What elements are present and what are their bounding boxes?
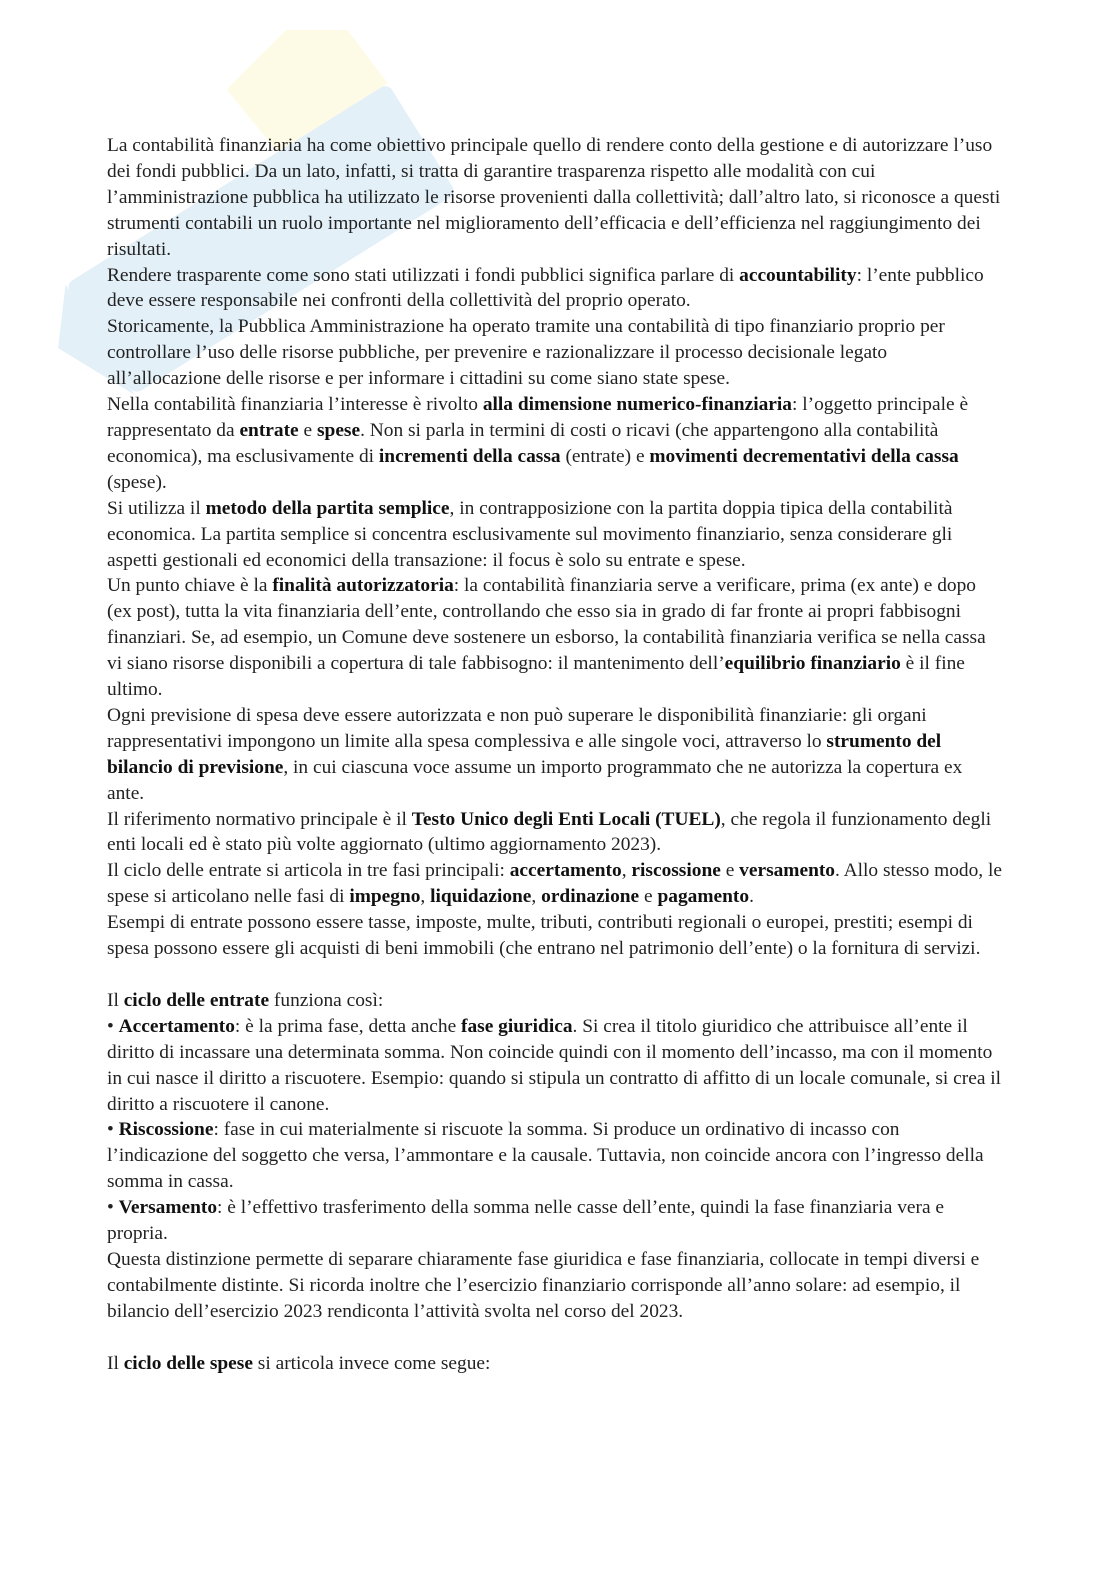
bold-term: Testo Unico degli Enti Locali (TUEL) (411, 808, 721, 830)
paragraph: Storicamente, la Pubblica Amministrazione ha operato tramite una contabilità di tipo finanziario proprio per controllare l’uso delle risorse pubbliche, per prevenire e razionalizzare il processo decisionale legato all’allocazione delle risorse e per informare i cittadini su come siano state spese. (107, 316, 945, 390)
bold-term: ciclo delle entrate (123, 989, 270, 1011)
bold-term: ciclo delle spese (123, 1352, 253, 1374)
paragraph: Ogni previsione di spesa deve essere autorizzata e non può superare le disponibilità finanziarie: gli organi rappresentativi impongono un limite alla spesa complessiva e alle singole voci, attraverso lo strumento del bilancio di previsione, in cui ciascuna voce assume un importo programmato che ne autorizza la copertura ex ante. (107, 704, 963, 804)
bold-term: pagamento (657, 886, 750, 908)
bold-term: Riscossione (118, 1119, 214, 1141)
bold-term: fase giuridica (461, 1015, 573, 1037)
bold-term: entrate (239, 419, 299, 441)
bold-term: accountability (739, 264, 857, 286)
document-page (107, 133, 1002, 1376)
section-heading-entrate: Il ciclo delle entrate funziona così: (107, 989, 384, 1011)
section-heading-spese: Il ciclo delle spese si articola invece come segue: (107, 1352, 491, 1374)
bold-term: strumento del bilancio di previsione (107, 730, 942, 778)
bold-term: ordinazione (541, 886, 640, 908)
bold-term: Accertamento (118, 1015, 235, 1037)
list-item: • Accertamento: è la prima fase, detta anche fase giuridica. Si crea il titolo giuridico che attribuisce all’ente il diritto di incassare una determinata somma. Non coincide quindi con il momento dell’incasso, ma con il momento in cui nasce il diritto a riscuotere. Esempio: quando si stipula un contratto di affitto di un locale comunale, si crea il diritto a riscuotere il canone. (107, 1015, 1002, 1115)
paragraph: Esempi di entrate possono essere tasse, imposte, multe, tributi, contributi regionali o europei, prestiti; esempi di spesa possono essere gli acquisti di beni immobili (che entrano nel patrimonio dell’ente) o la fornitura di servizi. (107, 912, 981, 960)
bold-term: movimenti decrementativi della cassa (649, 445, 959, 467)
bold-term: riscossione (631, 860, 721, 882)
paragraph-gap (107, 1325, 1002, 1351)
list-item: • Versamento: è l’effettivo trasferimento della somma nelle casse dell’ente, quindi la fase finanziaria vera e propria. (107, 1197, 945, 1245)
bold-term: equilibrio finanziario (724, 653, 901, 675)
paragraph: La contabilità finanziaria ha come obiettivo principale quello di rendere conto della gestione e di autorizzare l’uso dei fondi pubblici. Da un lato, infatti, si tratta di garantire trasparenza rispetto alle modalità con cui l’amministrazione pubblica ha utilizzato le risorse provenienti dalla collettività; dall’altro lato, si riconosce a questi strumenti contabili un ruolo importante nel miglioramento dell’efficacia e dell’efficienza nel raggiungimento dei risultati. (107, 135, 1001, 260)
paragraph: Il ciclo delle entrate si articola in tre fasi principali: accertamento, riscossione e versamento. Allo stesso modo, le spese si articolano nelle fasi di impegno, liquidazione, ordinazione e pagamento. (107, 860, 1002, 908)
paragraph-gap (107, 962, 1002, 988)
bold-term: alla dimensione numerico-finanziaria (482, 394, 792, 416)
paragraph: Un punto chiave è la finalità autorizzatoria: la contabilità finanziaria serve a verificare, prima (ex ante) e dopo (ex post), tutta la vita finanziaria dell’ente, controllando che esso sia in grado di far fronte ai propri fabbisogni finanziari. Se, ad esempio, un Comune deve sostenere un esborso, la contabilità finanziaria verifica se nella cassa vi siano risorse disponibili a copertura di tale fabbisogno: il mantenimento dell’equilibrio finanziario è il fine ultimo. (107, 575, 986, 701)
bold-term: spese (316, 419, 361, 441)
paragraph: Il riferimento normativo principale è il Testo Unico degli Enti Locali (TUEL), che regola il funzionamento degli enti locali ed è stato più volte aggiornato (ultimo aggiornamento 2023). (107, 808, 992, 856)
bold-term: accertamento (509, 860, 622, 882)
bold-term: incrementi della cassa (378, 445, 561, 467)
paragraph: Nella contabilità finanziaria l’interesse è rivolto alla dimensione numerico-finanziaria: l’oggetto principale è rappresentato da entrate e spese. Non si parla in termini di costi o ricavi (che appartengono alla contabilità economica), ma esclusivamente di incrementi della cassa (entrate) e movimenti decrementativi della cassa (spese). (107, 394, 969, 493)
paragraph: Si utilizza il metodo della partita semplice, in contrapposizione con la partita doppia tipica della contabilità economica. La partita semplice si concentra esclusivamente sul movimento finanziario, senza considerare gli aspetti gestionali ed economici della transazione: il focus è solo su entrate e spese. (107, 497, 953, 571)
bold-term: versamento (739, 860, 836, 882)
list-item: • Riscossione: fase in cui materialmente si riscuote la somma. Si produce un ordinativo di incasso con l’indicazione del soggetto che versa, l’ammontare e la causale. Tuttavia, non coincide ancora con l’ingresso della somma in cassa. (107, 1119, 984, 1193)
bold-term: metodo della partita semplice (205, 497, 450, 519)
paragraph: Questa distinzione permette di separare chiaramente fase giuridica e fase finanziaria, collocate in tempi diversi e contabilmente distinte. Si ricorda inoltre che l’esercizio finanziario corrisponde all’anno solare: ad esempio, il bilancio dell’esercizio 2023 rendiconta l’attività svolta nel corso del 2023. (107, 1248, 980, 1322)
bold-term: impegno (349, 886, 421, 908)
paragraph: Rendere trasparente come sono stati utilizzati i fondi pubblici significa parlare di accountability: l’ente pubblico deve essere responsabile nei confronti della collettività del proprio operato. (107, 264, 984, 312)
bold-term: Versamento (118, 1197, 218, 1219)
bold-term: finalità autorizzatoria (272, 575, 454, 597)
bold-term: liquidazione (430, 886, 532, 908)
